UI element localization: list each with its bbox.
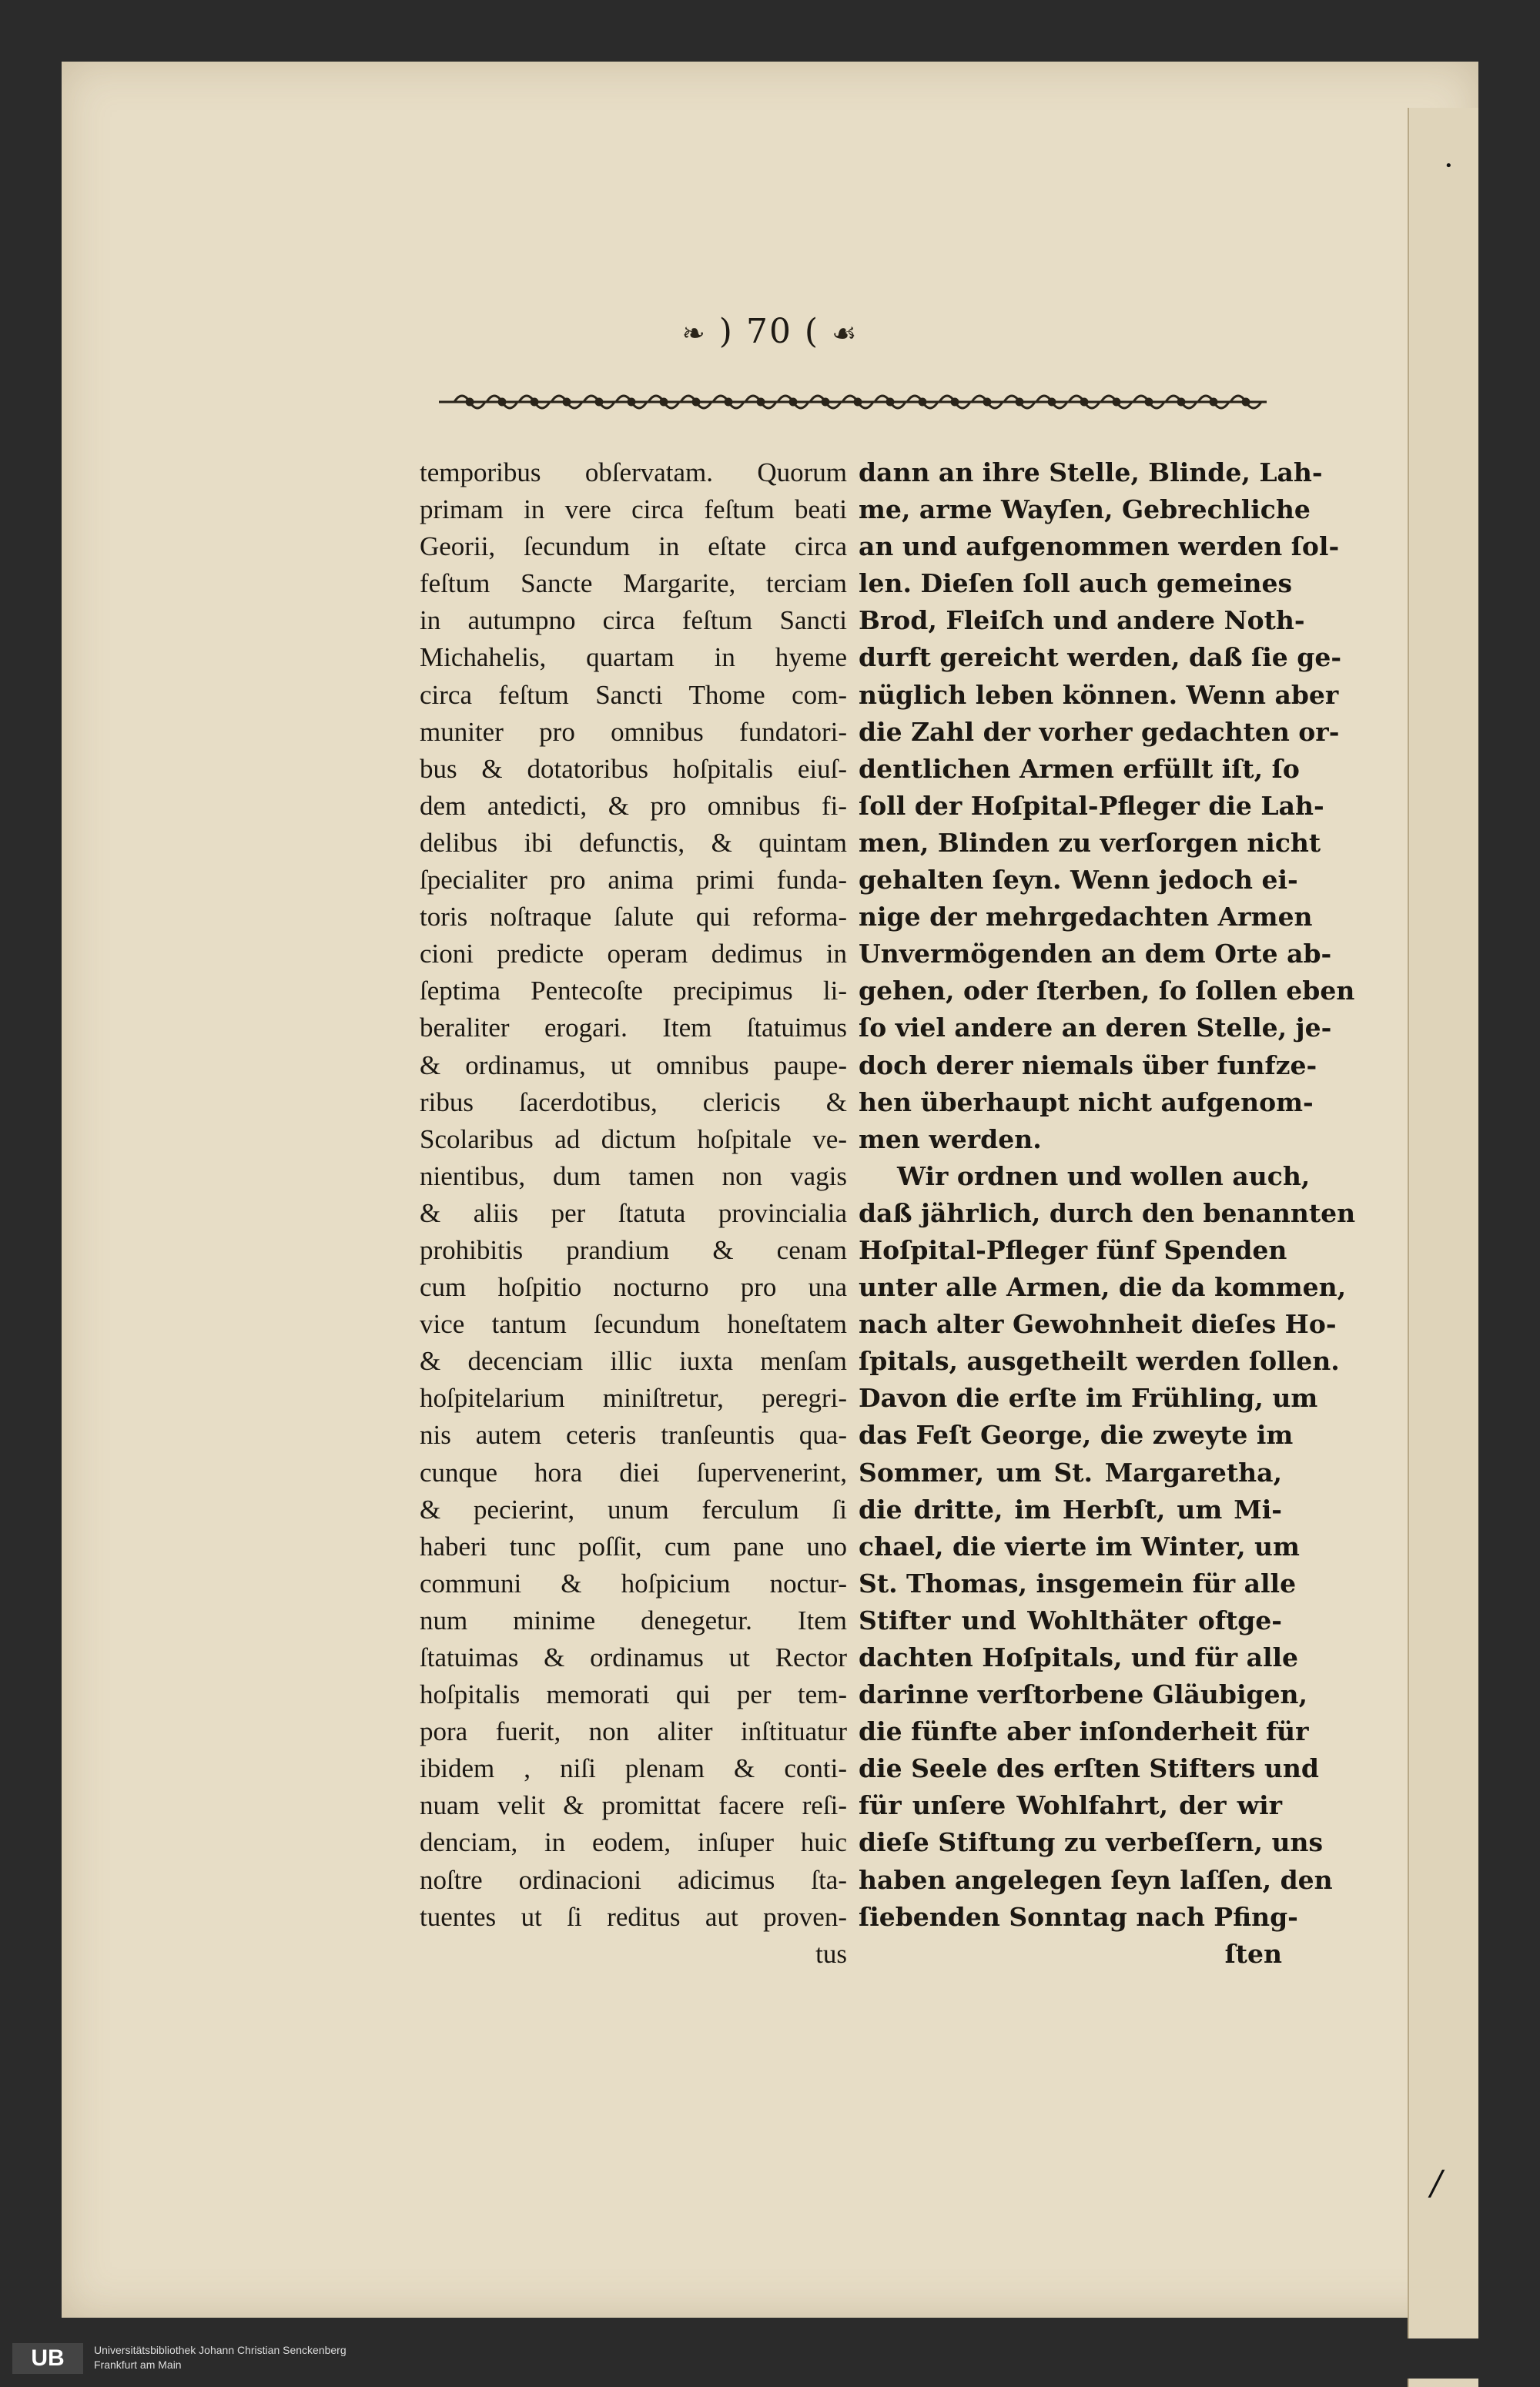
catchword: tus <box>815 1938 847 1969</box>
text-line: cum hoſpitio nocturno pro una <box>420 1272 847 1303</box>
text-line: cioni predicte operam dedimus in <box>420 939 847 969</box>
text-line: len. Dieſen ſoll auch gemeines <box>859 568 1293 599</box>
text-line: daß jährlich, durch den benannten <box>859 1197 1356 1228</box>
text-line: muniter pro omnibus fundatori- <box>420 716 847 747</box>
library-footer <box>0 2338 1540 2379</box>
text-line: nis autem ceteris tranſeuntis qua- <box>420 1420 847 1451</box>
text-line: toris noſtraque ſalute qui reforma- <box>420 902 847 932</box>
text-line: ſeptima Pentecoſte precipimus li- <box>420 976 847 1006</box>
text-line: noſtre ordinacioni adicimus ſta- <box>420 1864 847 1895</box>
text-line: Georii, ſecundum in eſtate circa <box>420 531 847 562</box>
text-line: prohibitis prandium & cenam <box>420 1234 847 1265</box>
text-line: Stifter und Wohlthäter oftge- <box>859 1605 1282 1635</box>
text-line: die fünfte aber inſonderheit für <box>859 1716 1309 1747</box>
text-line: ſtatuimas & ordinamus ut Rector <box>420 1642 847 1672</box>
text-line: nuam velit & promittat facere reſi- <box>420 1790 847 1821</box>
text-line: communi & hoſpicium noctur- <box>420 1568 847 1599</box>
text-line: Brod, Fleiſch und andere Noth- <box>859 605 1305 636</box>
text-line: haberi tunc poſſit, cum pane uno <box>420 1531 847 1562</box>
text-line: dem antedicti, & pro omnibus fi- <box>420 790 847 821</box>
text-line: vice tantum ſecundum honeſtatem <box>420 1309 847 1340</box>
text-line: dieſe Stiftung zu verbeſſern, uns <box>859 1827 1324 1858</box>
german-text-column <box>859 454 1356 1973</box>
left-ornament-icon: ❧ <box>681 318 707 350</box>
text-line: ribus ſacerdotibus, clericis & <box>420 1086 847 1117</box>
text-line: für unſere Wohlfahrt, der wir <box>859 1790 1282 1821</box>
margin-pen-mark: / <box>1431 2164 1442 2203</box>
text-line: men, Blinden zu verſorgen nicht <box>859 827 1321 858</box>
library-credit <box>94 2343 346 2372</box>
text-line: cunque hora diei ſupervenerint, <box>420 1457 847 1488</box>
text-line: bus & dotatoribus hoſpitalis eiuſ- <box>420 753 847 784</box>
text-line: Unvermögenden an dem Orte ab- <box>859 939 1332 969</box>
text-line: dann an ihre Stelle, Blinde, Lah- <box>859 457 1323 487</box>
text-line: haben angelegen ſeyn laſſen, den <box>859 1864 1333 1895</box>
text-line: ſpecialiter pro anima primi funda- <box>420 865 847 896</box>
text-line: men werden. <box>859 1123 1042 1154</box>
text-line: ibidem , niſi plenam & conti- <box>420 1753 847 1784</box>
text-line: hen überhaupt nicht aufgenom- <box>859 1086 1314 1117</box>
text-line: feſtum Sancte Margarite, terciam <box>420 568 847 599</box>
text-line: Sommer, um St. Margaretha, <box>859 1457 1282 1488</box>
text-line: unter alle Armen, die da kommen, <box>859 1272 1347 1303</box>
text-line: denciam, in eodem, inſuper huic <box>420 1827 847 1858</box>
catchword: ſten <box>1224 1938 1282 1969</box>
text-line: gehalten ſeyn. Wenn jedoch ei- <box>859 865 1298 896</box>
right-ornament-icon: ☙ <box>832 318 859 350</box>
text-line: Michahelis, quartam in hyeme <box>420 642 847 673</box>
text-line: pora fuerit, non aliter inſtituatur <box>420 1716 847 1747</box>
ornamental-rule <box>431 385 1274 419</box>
text-line: die Seele des erſten Stifters und <box>859 1753 1319 1784</box>
page-header <box>0 312 1540 351</box>
text-line: temporibus obſervatam. Quorum <box>420 457 847 487</box>
text-line: ſo viel andere an deren Stelle, je- <box>859 1013 1332 1043</box>
text-line: & decenciam illic iuxta menſam <box>420 1346 847 1377</box>
text-line: Scolaribus ad dictum hoſpitale ve- <box>420 1123 847 1154</box>
text-line: delibus ibi defunctis, & quintam <box>420 827 847 858</box>
text-line: beraliter erogari. Item ſtatuimus <box>420 1013 847 1043</box>
text-line: dentlichen Armen erfüllt iſt, ſo <box>859 753 1300 784</box>
text-line: an und aufgenommen werden ſol- <box>859 531 1340 562</box>
text-line: & ordinamus, ut omnibus paupe- <box>420 1050 847 1080</box>
text-line: primam in vere circa feſtum beati <box>420 494 847 525</box>
ub-logo: UB <box>12 2343 83 2374</box>
text-line: Wir ordnen und wollen auch, <box>897 1160 1311 1191</box>
text-line: in autumpno circa feſtum Sancti <box>420 605 847 636</box>
text-line: doch derer niemals über funfze- <box>859 1050 1317 1080</box>
text-line: ſoll der Hoſpital-Pfleger die Lah- <box>859 790 1324 821</box>
text-line: Davon die erſte im Frühling, um <box>859 1383 1318 1414</box>
text-line: ſpitals, ausgetheilt werden ſollen. <box>859 1346 1340 1377</box>
text-line: nach alter Gewohnheit dieſes Ho- <box>859 1309 1337 1340</box>
text-line: nüglich leben können. Wenn aber <box>859 679 1339 710</box>
text-line: me, arme Wayſen, Gebrechliche <box>859 494 1311 525</box>
text-line: ſiebenden Sonntag nach Pfing- <box>859 1901 1298 1932</box>
latin-text-column <box>420 454 847 1973</box>
text-line: darinne verſtorbene Gläubigen, <box>859 1679 1308 1710</box>
text-line: & pecierint, unum ferculum ſi <box>420 1494 847 1525</box>
text-line: circa feſtum Sancti Thome com- <box>420 679 847 710</box>
text-line: nientibus, dum tamen non vagis <box>420 1160 847 1191</box>
text-line: tuentes ut ſi reditus aut proven- <box>420 1901 847 1932</box>
page-number: ) 70 ( <box>718 312 820 351</box>
text-line: hoſpitelarium miniſtretur, peregri- <box>420 1383 847 1414</box>
text-line: chael, die vierte im Winter, um <box>859 1531 1300 1562</box>
library-name: Universitätsbibliothek Johann Christian Senckenberg <box>94 2344 346 2356</box>
text-line: hoſpitalis memorati qui per tem- <box>420 1679 847 1710</box>
text-line: die dritte, im Herbſt, um Mi- <box>859 1494 1282 1525</box>
text-line: das Feſt George, die zweyte im <box>859 1420 1294 1451</box>
text-line: num minime denegetur. Item <box>420 1605 847 1635</box>
text-line: gehen, oder ſterben, ſo ſollen eben <box>859 976 1355 1006</box>
text-line: dachten Hoſpitals, und für alle <box>859 1642 1299 1672</box>
library-city: Frankfurt am Main <box>94 2359 182 2371</box>
text-line: Hoſpital-Pfleger fünf Spenden <box>859 1234 1287 1265</box>
facing-page-edge <box>1408 108 1478 2387</box>
text-line: & aliis per ſtatuta provincialia <box>420 1197 847 1228</box>
text-line: die Zahl der vorher gedachten or- <box>859 716 1340 747</box>
text-line: nige der mehrgedachten Armen <box>859 902 1313 932</box>
text-line: durft gereicht werden, daß ſie ge- <box>859 642 1342 673</box>
ink-dot-mark: • <box>1445 158 1453 174</box>
text-line: St. Thomas, insgemein für alle <box>859 1568 1297 1599</box>
